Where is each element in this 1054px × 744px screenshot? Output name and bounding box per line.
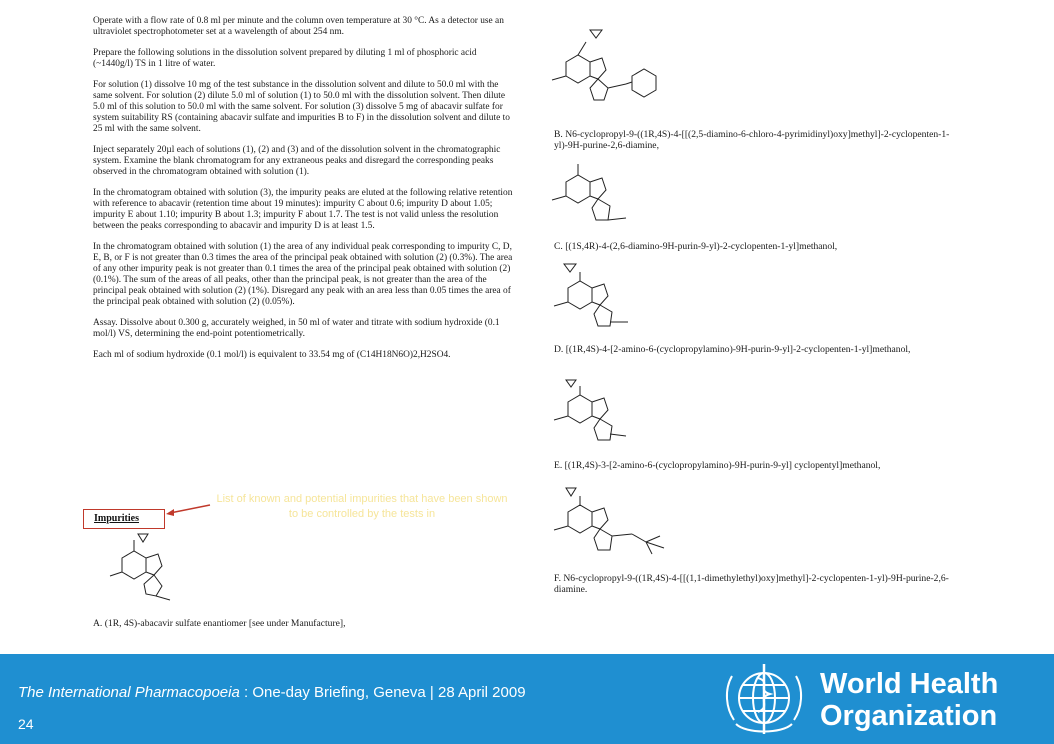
page-number: 24 xyxy=(18,716,34,732)
structure-d xyxy=(546,260,666,335)
impurity-d-label: D. [(1R,4S)-4-[2-amino-6-(cyclopropylamino)-9H-purin-9-yl]-2-cyclopenten-1-yl]methanol, xyxy=(554,344,911,355)
structure-b xyxy=(546,24,686,119)
who-org-line1: World Health xyxy=(820,668,999,700)
impurity-e-label: E. [(1R,4S)-3-[2-amino-6-(cyclopropylamino)-9H-purin-9-yl] cyclopentyl]methanol, xyxy=(554,460,881,471)
paragraph-operate: Operate with a flow rate of 0.8 ml per minute and the column oven temperature at 30 °C. As a detector use an ultraviolet spectrophotometer set at a wavelength of about 254 nm. xyxy=(93,16,504,37)
paragraph-prepare: Prepare the following solutions in the dissolution solvent prepared by diluting 1 ml of phosphoric acid (~1440g/l) TS in 1 litre of water. xyxy=(93,48,477,69)
paragraph-assay: Assay. Dissolve about 0.300 g, accurately weighed, in 50 ml of water and titrate with sodium hydroxide (0.1 mol/l) VS, determining the end-point potentiometrically. xyxy=(93,318,500,339)
impurity-f-label: F. N6-cyclopropyl-9-((1R,4S)-4-[[(1,1-dimethylethyl)oxy]methyl]-2-cyclopenten-1-yl)-9H-purine-2,6-diamine. xyxy=(554,573,949,595)
footer-title xyxy=(18,684,526,701)
footer-title-italic: The International Pharmacopoeia xyxy=(18,684,240,701)
paragraph-retention: In the chromatogram obtained with solution (3), the impurity peaks are eluted at the following relative retention with reference to abacavir (retention time about 19 minutes): impurity C about 0.6; impurity D about 1.05; impurity E about 1.10; impurity B about 1.3; impurity F about 1.7. The test is not valid unless the resolution between the peaks corresponding to abacavir and impurity D is at least 1.5. xyxy=(93,188,513,231)
structure-c xyxy=(546,160,666,230)
impurity-a-label: A. (1R, 4S)-abacavir sulfate enantiomer [see under Manufacture], xyxy=(93,618,346,629)
paragraph-equivalence: Each ml of sodium hydroxide (0.1 mol/l) is equivalent to 33.54 mg of (C14H18N6O)2,H2SO4. xyxy=(93,350,451,360)
paragraph-inject: Inject separately 20µl each of solutions (1), (2) and (3) and of the dissolution solvent in the chromatographic system. Examine the blank chromatogram for any extraneous peaks and disregard the corresponding peaks observed in the chromatogram obtained with solution (1). xyxy=(93,145,501,177)
structure-f xyxy=(546,484,686,564)
who-org-name xyxy=(820,668,998,732)
who-org-line2: Organization xyxy=(820,700,998,732)
who-emblem-icon xyxy=(716,660,812,742)
impurity-b-label: B. N6-cyclopropyl-9-((1R,4S)-4-[[(2,5-diamino-6-chloro-4-pyrimidinyl)oxy]methyl]-2-cyclopenten-1-yl)-9H-purine-2,6-diamine, xyxy=(554,129,950,151)
paragraph-solutions: For solution (1) dissolve 10 mg of the test substance in the dissolution solvent and dilute to 50.0 ml with the same solvent. For solution (2) dilute 5.0 ml of solution (1) to 50.0 ml with the dissolution solvent. Then dilute 5.0 ml of this solution to 50.0 ml with the same solvent. For solution (3) dissolve 5 mg of abacavir sulfate for system suitability RS (containing abacavir sulfate and impurities B to F) in the dissolution solvent and dilute to 25 ml with the same solvent. xyxy=(93,80,510,134)
impurities-heading: Impurities xyxy=(83,509,165,529)
callout-note: List of known and potential impurities that have been shown to be controlled by the tests in xyxy=(216,493,508,520)
paragraph-limits: In the chromatogram obtained with solution (1) the area of any individual peak corresponding to impurity C, D, E, B, or F is not greater than 0.3 times the area of the principal peak obtained with solution (2) (0.3%). The area of any other impurity peak is not greater than 0.1 times the area of the principal peak obtained with solution (2) (0.1%). The sum of the areas of all peaks, other than the principal peak, is not greater than the area of the principal peak obtained with solution (2) (1%). Disregard any peak with an area less than 0.05 times the area of the principal peak obtained with solution (2) (0.05%). xyxy=(93,242,513,307)
impurity-c-label: C. [(1S,4R)-4-(2,6-diamino-9H-purin-9-yl)-2-cyclopenten-1-yl]methanol, xyxy=(554,241,838,252)
footer-title-rest: : One-day Briefing, Geneva | 28 April 2009 xyxy=(239,684,526,701)
structure-a xyxy=(92,530,202,610)
structure-e xyxy=(546,378,666,448)
monograph-text-column xyxy=(93,16,518,371)
callout-arrow-icon xyxy=(164,503,212,517)
